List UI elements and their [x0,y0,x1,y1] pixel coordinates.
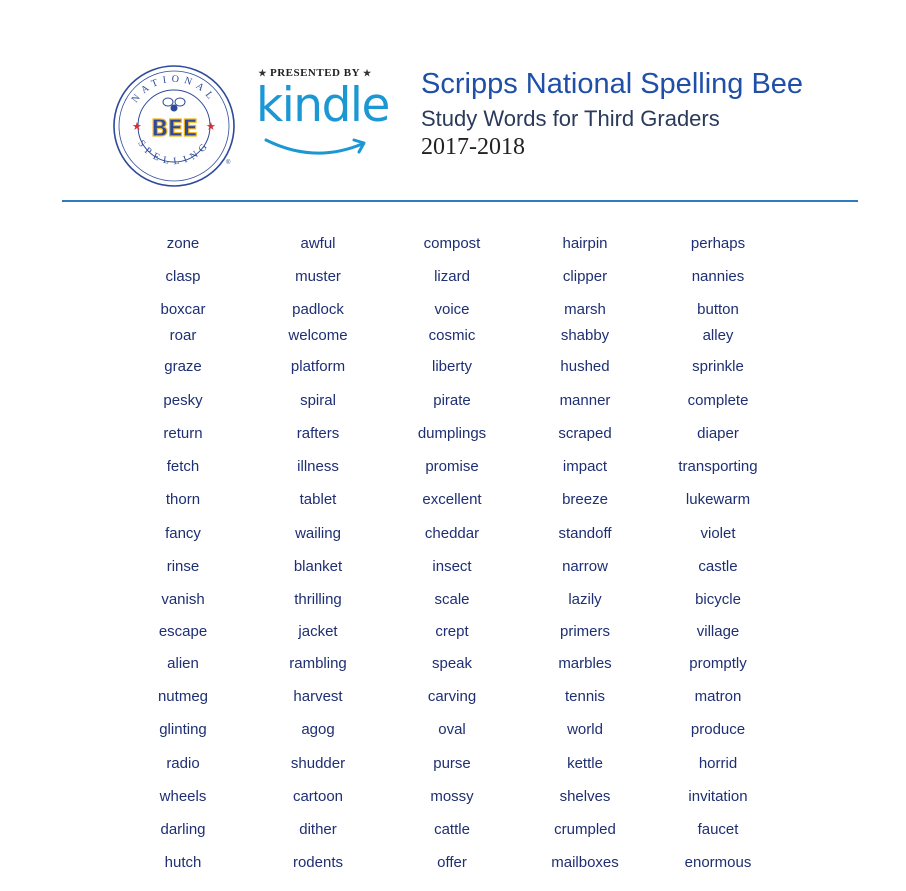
study-word: agog [301,721,335,738]
study-word: tennis [564,688,606,705]
study-word: complete [687,392,749,409]
study-word: sprinkle [692,358,744,375]
study-word: liberty [431,358,472,375]
study-word: fancy [165,525,201,542]
study-word: platform [290,358,346,375]
study-word: dumplings [417,425,487,442]
study-word: oval [438,721,466,738]
study-word: nutmeg [157,688,209,705]
study-word: mossy [430,788,474,805]
study-word: jacket [298,623,338,640]
study-word: promptly [689,655,747,672]
study-word: castle [698,558,738,575]
study-word: spiral [300,392,336,409]
study-word: shelves [559,788,611,805]
study-word: pesky [163,392,203,409]
page-title: Scripps National Spelling Bee [421,68,804,100]
study-word: rafters [296,425,340,442]
study-word: breeze [562,491,608,508]
study-word: cartoon [292,788,344,805]
svg-text:★: ★ [132,121,142,133]
study-word: graze [164,358,202,375]
study-word: boxcar [160,301,206,318]
study-word: nannies [691,268,745,285]
study-word: speak [431,655,473,672]
study-word: matron [694,688,742,705]
study-word: excellent [422,491,482,508]
study-word: shudder [290,755,346,772]
study-word: illness [297,458,339,475]
svg-text:★: ★ [206,121,216,133]
study-word: hushed [560,358,610,375]
study-word: clasp [165,268,201,285]
study-word: welcome [288,327,348,344]
study-word: fetch [166,458,200,475]
study-word: zone [166,235,200,252]
study-word: hairpin [562,235,608,252]
svg-text:SPELLING: SPELLING [135,138,213,168]
study-word: primers [559,623,610,640]
study-word: marbles [558,655,612,672]
study-word: offer [437,854,467,871]
study-word: dither [299,821,337,838]
svg-text:NATIONAL: NATIONAL [129,73,219,106]
study-word: narrow [562,558,608,575]
study-word: muster [295,268,341,285]
study-word: darling [160,821,206,838]
study-word: carving [427,688,477,705]
study-word: horrid [698,755,738,772]
study-word: compost [423,235,481,252]
study-word: button [697,301,739,318]
study-word: glinting [159,721,207,738]
svg-text:®: ® [226,160,231,166]
presented-by-label: ★ PRESENTED BY ★ [258,67,372,79]
study-word: bicycle [695,591,741,608]
study-word: enormous [684,854,752,871]
study-word: perhaps [690,235,746,252]
study-word: wheels [159,788,207,805]
study-word: crept [435,623,469,640]
study-word: insect [432,558,472,575]
study-word: blanket [293,558,343,575]
study-word: thrilling [294,591,342,608]
study-word: violet [700,525,736,542]
study-word: produce [690,721,746,738]
study-word: mailboxes [551,854,619,871]
kindle-logo: kindle [256,78,389,133]
study-word: lazily [568,591,602,608]
school-year: 2017-2018 [421,134,525,160]
study-word: hutch [164,854,202,871]
page-subtitle: Study Words for Third Graders [421,106,720,131]
study-word: shabby [560,327,610,344]
study-word: rodents [292,854,344,871]
study-word: manner [559,392,611,409]
study-word: voice [434,301,470,318]
study-word: purse [433,755,471,772]
study-word: clipper [562,268,608,285]
study-word: kettle [567,755,603,772]
study-word: impact [562,458,608,475]
study-word: cheddar [424,525,480,542]
study-word: pirate [433,392,471,409]
study-word: alien [167,655,199,672]
study-word: marsh [564,301,606,318]
study-word: lukewarm [685,491,751,508]
study-word: padlock [292,301,344,318]
study-word: standoff [558,525,612,542]
study-word: alley [702,327,734,344]
study-word: diaper [697,425,739,442]
study-word: awful [300,235,336,252]
study-word: harvest [293,688,343,705]
study-word: wailing [295,525,341,542]
study-word: rambling [289,655,347,672]
study-word: rinse [166,558,200,575]
study-word: scraped [558,425,612,442]
study-word: return [163,425,203,442]
study-word: cosmic [428,327,476,344]
study-word: faucet [697,821,739,838]
study-word: transporting [678,458,758,475]
study-word: escape [158,623,208,640]
study-word: promise [425,458,479,475]
study-word: radio [166,755,200,772]
study-word: cattle [434,821,470,838]
svg-text:BEE: BEE [151,116,197,142]
study-word: thorn [165,491,201,508]
study-word: world [567,721,603,738]
study-word: scale [434,591,470,608]
study-word: tablet [299,491,337,508]
study-word: invitation [688,788,748,805]
study-word: roar [169,327,197,344]
study-word: village [696,623,740,640]
study-word: crumpled [554,821,616,838]
study-word: lizard [434,268,470,285]
study-word: vanish [161,591,205,608]
